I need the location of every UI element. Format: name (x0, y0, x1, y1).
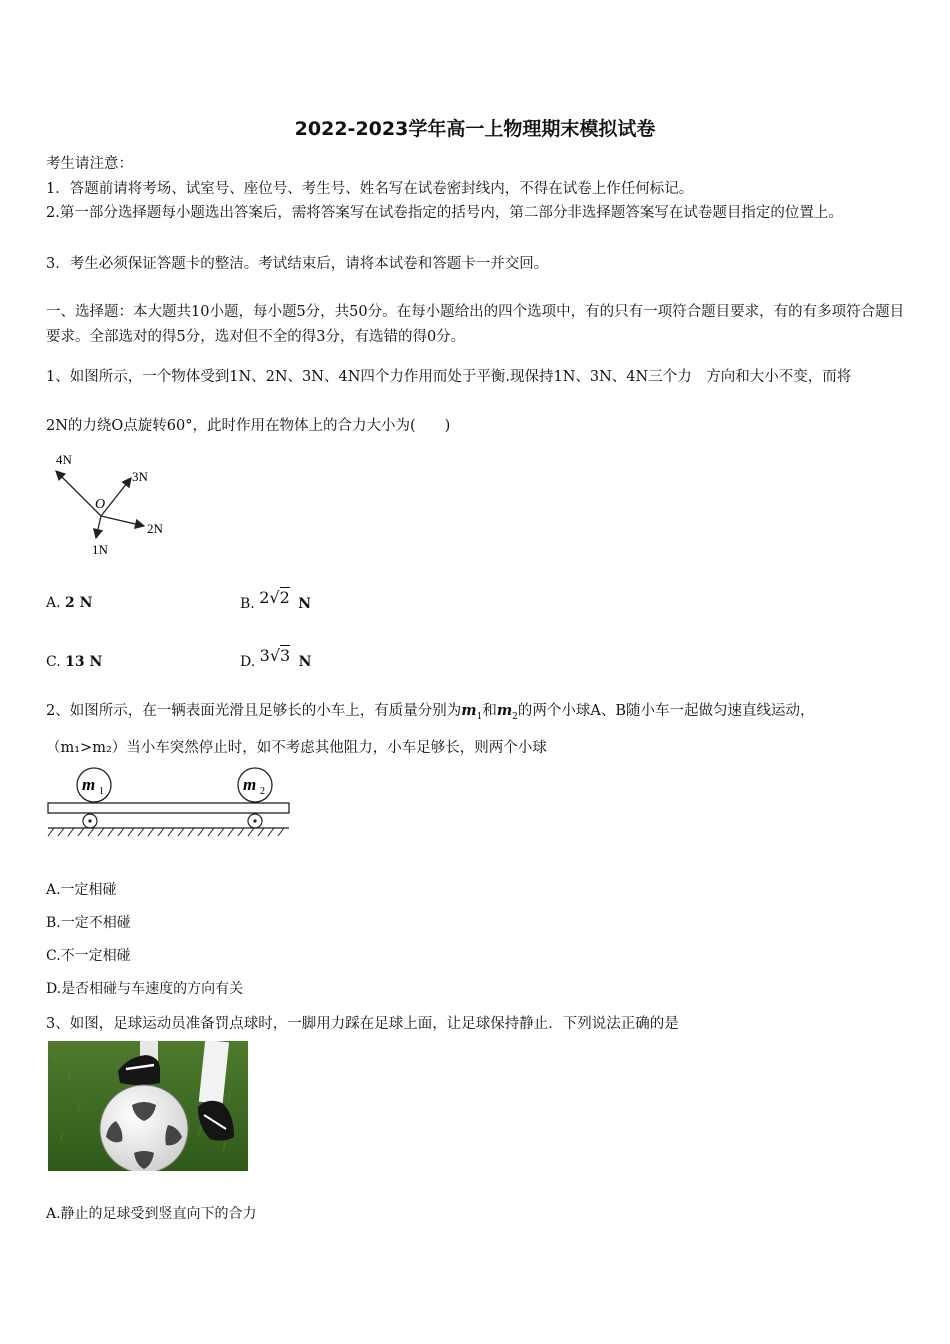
notice-item-2: 2.第一部分选择题每小题选出答案后，需将答案写在试卷指定的括号内，第二部分非选择题答案写在试卷题目指定的位置上。 (46, 205, 843, 221)
svg-text:m: m (243, 775, 257, 794)
sqrt-symbol: √ (269, 588, 280, 607)
q1-option-a[interactable]: A. 2 N (46, 595, 93, 611)
notice-heading: 考生请注意： (46, 156, 133, 172)
q3-stem: 3、如图，足球运动员准备罚点球时，一脚用力踩在足球上面，让足球保持静止．下列说法正确的是 (46, 1016, 679, 1032)
page-title: 2022-2023学年高一上物理期末模拟试卷 (294, 118, 656, 140)
svg-text:m: m (82, 775, 96, 794)
q3-option-a[interactable]: A.静止的足球受到竖直向下的合力 (46, 1206, 257, 1222)
label-3n: 3N (132, 469, 148, 484)
q2-option-a[interactable]: A.一定相碰 (46, 882, 117, 898)
q2-option-b[interactable]: B.一定不相碰 (46, 915, 131, 931)
q2-stem-line1: 2、如图所示，在一辆表面光滑且足够长的小车上，有质量分别为$m_1$和$m_2$的两个小球A、B随小车一起做匀速直线运动， (46, 702, 815, 722)
football-photo (48, 1041, 248, 1171)
force-1n-arrow (96, 516, 101, 538)
q1-stem-line2: 2N的力绕O点旋转60°，此时作用在物体上的合力大小为( ) (46, 418, 451, 434)
sqrt-symbol: √ (269, 646, 281, 665)
force-3n-arrow (101, 478, 131, 516)
q1-force-diagram (46, 448, 186, 563)
q2-option-c[interactable]: C.不一定相碰 (46, 948, 131, 964)
ground-hatching (48, 828, 284, 836)
q1-option-b[interactable]: B. 2√2 N (240, 588, 312, 612)
q1-option-d[interactable]: D. 3√3 N (240, 646, 312, 670)
cart-body (48, 803, 289, 813)
label-2n: 2N (147, 521, 163, 536)
notice-item-1: 1．答题前请将考场、试室号、座位号、考生号、姓名写在试卷密封线内，不得在试卷上作任何标记。 (46, 181, 694, 197)
label-o: O (95, 497, 106, 512)
force-2n-arrow (101, 516, 144, 526)
notice-item-3: 3．考生必须保证答题卡的整洁。考试结束后，请将本试卷和答题卡一并交回。 (46, 256, 549, 272)
label-4n: 4N (56, 452, 72, 467)
label-1n: 1N (92, 542, 108, 557)
q2-option-d[interactable]: D.是否相碰与车速度的方向有关 (46, 981, 244, 997)
svg-text:2: 2 (260, 786, 265, 797)
q1-stem-line1: 1、如图所示，一个物体受到1N、2N、3N、4N四个力作用而处于平衡.现保持1N、3N、4N三个力 方向和大小不变，而将 (46, 369, 852, 385)
section-instructions: 一、选择题：本大题共10小题，每小题5分，共50分。在每小题给出的四个选项中，有的只有一项符合题目要求，有的有多项符合题目要求。全部选对的得5分，选对但不全的得3分，有选错的得0分。 (46, 304, 905, 345)
q1-option-c[interactable]: C. 13 N (46, 654, 103, 670)
svg-text:1: 1 (99, 786, 104, 797)
q2-cart-diagram (46, 764, 292, 842)
q2-stem-line2: （m₁>m₂）当小车突然停止时，如不考虑其他阻力，小车足够长，则两个小球 (46, 740, 547, 756)
